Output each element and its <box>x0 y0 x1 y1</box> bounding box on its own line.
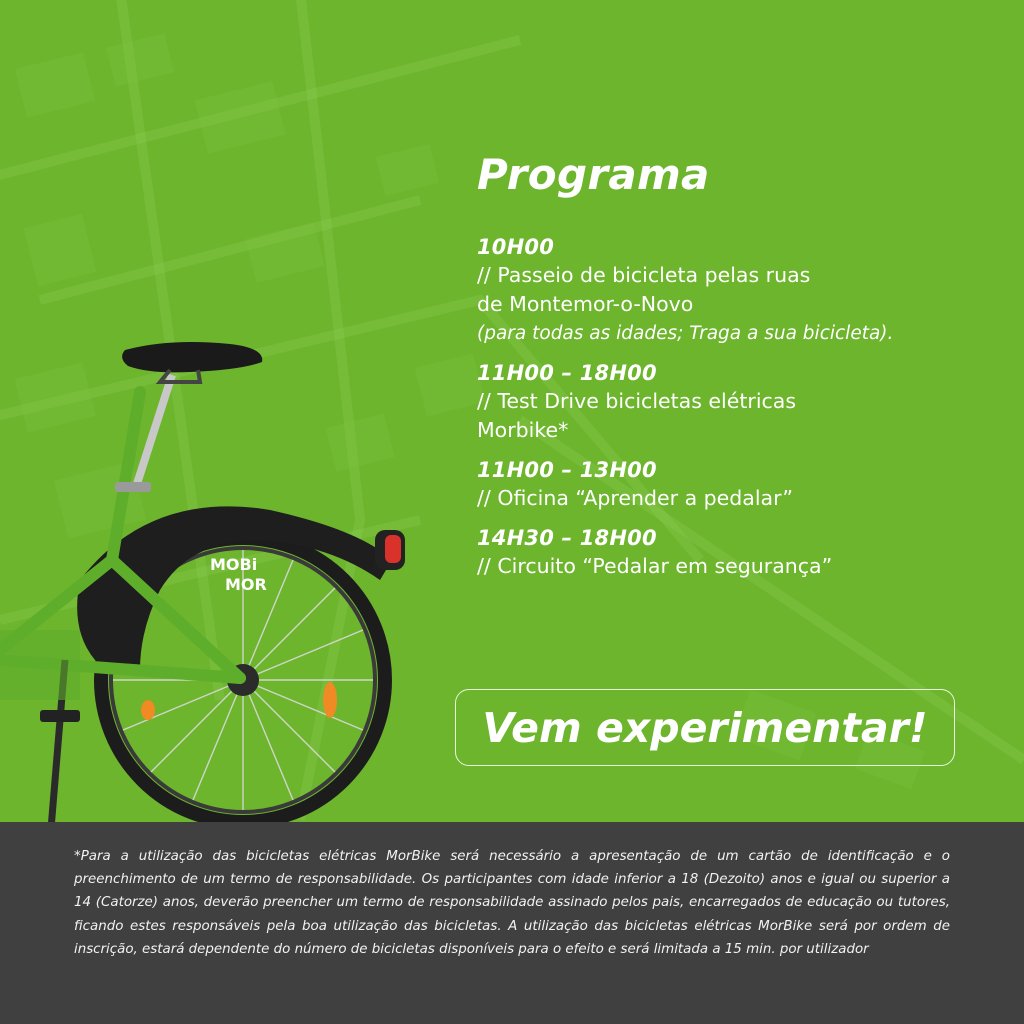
program-description: // Oficina “Aprender a pedalar” <box>477 486 794 510</box>
program-description: de Montemor-o-Novo <box>477 292 694 316</box>
program-description: Morbike* <box>477 418 569 442</box>
bicycle-image <box>0 330 420 890</box>
program-time: 11H00 – 18H00 <box>477 361 657 385</box>
program-description: // Test Drive bicicletas elétricas <box>477 389 797 413</box>
program-description: // Passeio de bicicleta pelas ruas <box>477 263 811 287</box>
cta-banner: Vem experimentar! <box>455 689 955 766</box>
bike-logo-line2: MOR <box>225 575 267 594</box>
program-title: Programa <box>477 150 710 199</box>
disclaimer-text: *Para a utilização das bicicletas elétricas MorBike será necessário a apresentação de um cartão de identificação e o preenchimento de um termo de responsabilidade. Os participantes com idade inferior a 18 (Dezoito) anos e igual ou superior a 14 (Catorze) anos, deverão preencher um termo de responsabilidade assinado pelos pais, encarregados de educação ou tutores, ficando estes responsáveis pela boa utilização das bicicletas. A utilização das bicicletas elétricas MorBike será por ordem de inscrição, estará dependente do número de bicicletas disponíveis para o efeito e será limitada a 15 min. por utilizador <box>74 849 950 957</box>
program-time: 14H30 – 18H00 <box>477 526 657 550</box>
program-item <box>477 525 997 581</box>
program-description: // Circuito “Pedalar em segurança” <box>477 554 833 578</box>
program-item <box>477 234 997 348</box>
saddle <box>122 342 262 372</box>
program-item <box>477 457 997 513</box>
program-note: (para todas as idades; Traga a sua bicicleta). <box>477 323 894 344</box>
program-item <box>477 360 997 445</box>
footer-disclaimer <box>0 822 1024 1024</box>
program-section <box>477 150 997 593</box>
program-time: 10H00 <box>477 235 555 259</box>
program-time: 11H00 – 13H00 <box>477 458 657 482</box>
bike-logo-line1: MOBi <box>210 555 258 574</box>
